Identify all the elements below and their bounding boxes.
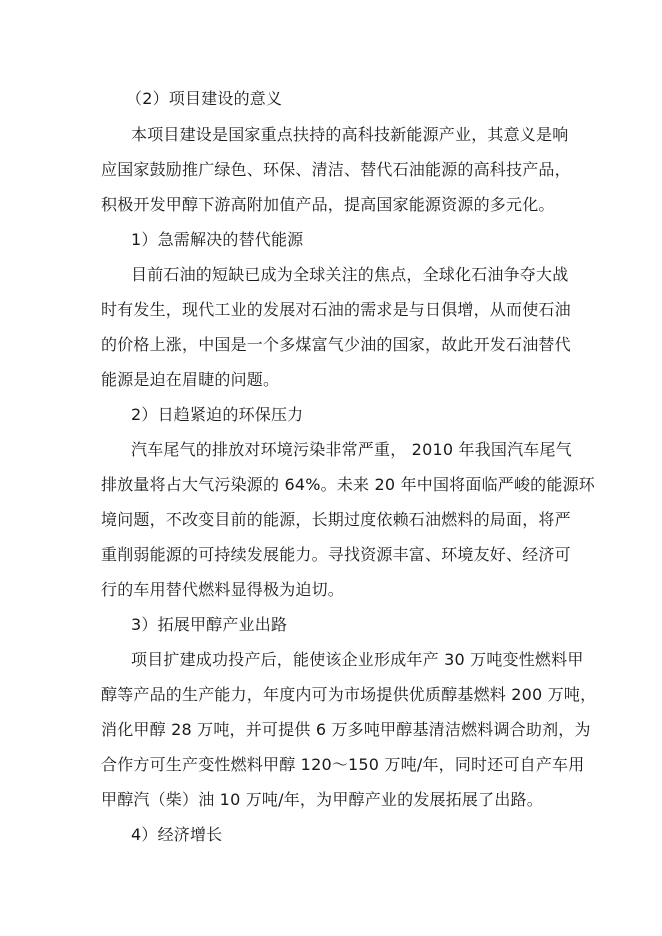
item-2-line-5: 行的车用替代燃料显得极为迫切。	[101, 580, 345, 599]
item-3-line-3: 消化甲醇 28 万吨，并可提供 6 万多吨甲醇基清洁燃料调合助剂，为	[101, 720, 591, 739]
item-3-line-5: 甲醇汽（柴）油 10 万吨/年，为甲醇产业的发展拓展了出路。	[101, 790, 543, 809]
item-3-heading: 3）拓展甲醇产业出路	[131, 615, 288, 634]
item-2-line-4: 重削弱能源的可持续发展能力。寻找资源丰富、环境友好、经济可	[101, 545, 571, 564]
item-2-line-1: 汽车尾气的排放对环境污染非常严重， 2010 年我国汽车尾气	[131, 440, 572, 459]
intro-line-3: 积极开发甲醇下游高附加值产品，提高国家能源资源的多元化。	[101, 195, 555, 214]
item-2-line-3: 境问题，不改变目前的能源，长期过度依赖石油燃料的局面，将严	[101, 510, 571, 529]
item-1-line-3: 的价格上涨，中国是一个多煤富气少油的国家，故此开发石油替代	[101, 335, 571, 354]
item-2-heading: 2）日趋紧迫的环保压力	[131, 405, 304, 424]
item-1-heading: 1）急需解决的替代能源	[131, 230, 304, 249]
item-4-heading: 4）经济增长	[131, 825, 223, 844]
item-1-line-2: 时有发生，现代工业的发展对石油的需求是与日俱增，从而使石油	[101, 300, 571, 319]
intro-line-2: 应国家鼓励推广绿色、环保、清洁、替代石油能源的高科技产品，	[101, 160, 571, 179]
item-1-line-1: 目前石油的短缺已成为全球关注的焦点，全球化石油争夺大战	[131, 265, 569, 284]
item-3-line-1: 项目扩建成功投产后，能使该企业形成年产 30 万吨变性燃料甲	[131, 650, 584, 669]
item-3-line-4: 合作方可生产变性燃料甲醇 120～150 万吨/年，同时还可自产车用	[101, 755, 585, 774]
item-2-line-2: 排放量将占大气污染源的 64%。未来 20 年中国将面临严峻的能源环	[101, 475, 595, 494]
intro-line-1: 本项目建设是国家重点扶持的高科技新能源产业，其意义是响	[131, 125, 569, 144]
section-heading: （2）项目建设的意义	[126, 89, 283, 108]
item-3-line-2: 醇等产品的生产能力，年度内可为市场提供优质醇基燃料 200 万吨，	[101, 685, 597, 704]
item-1-line-4: 能源是迫在眉睫的问题。	[101, 370, 280, 389]
